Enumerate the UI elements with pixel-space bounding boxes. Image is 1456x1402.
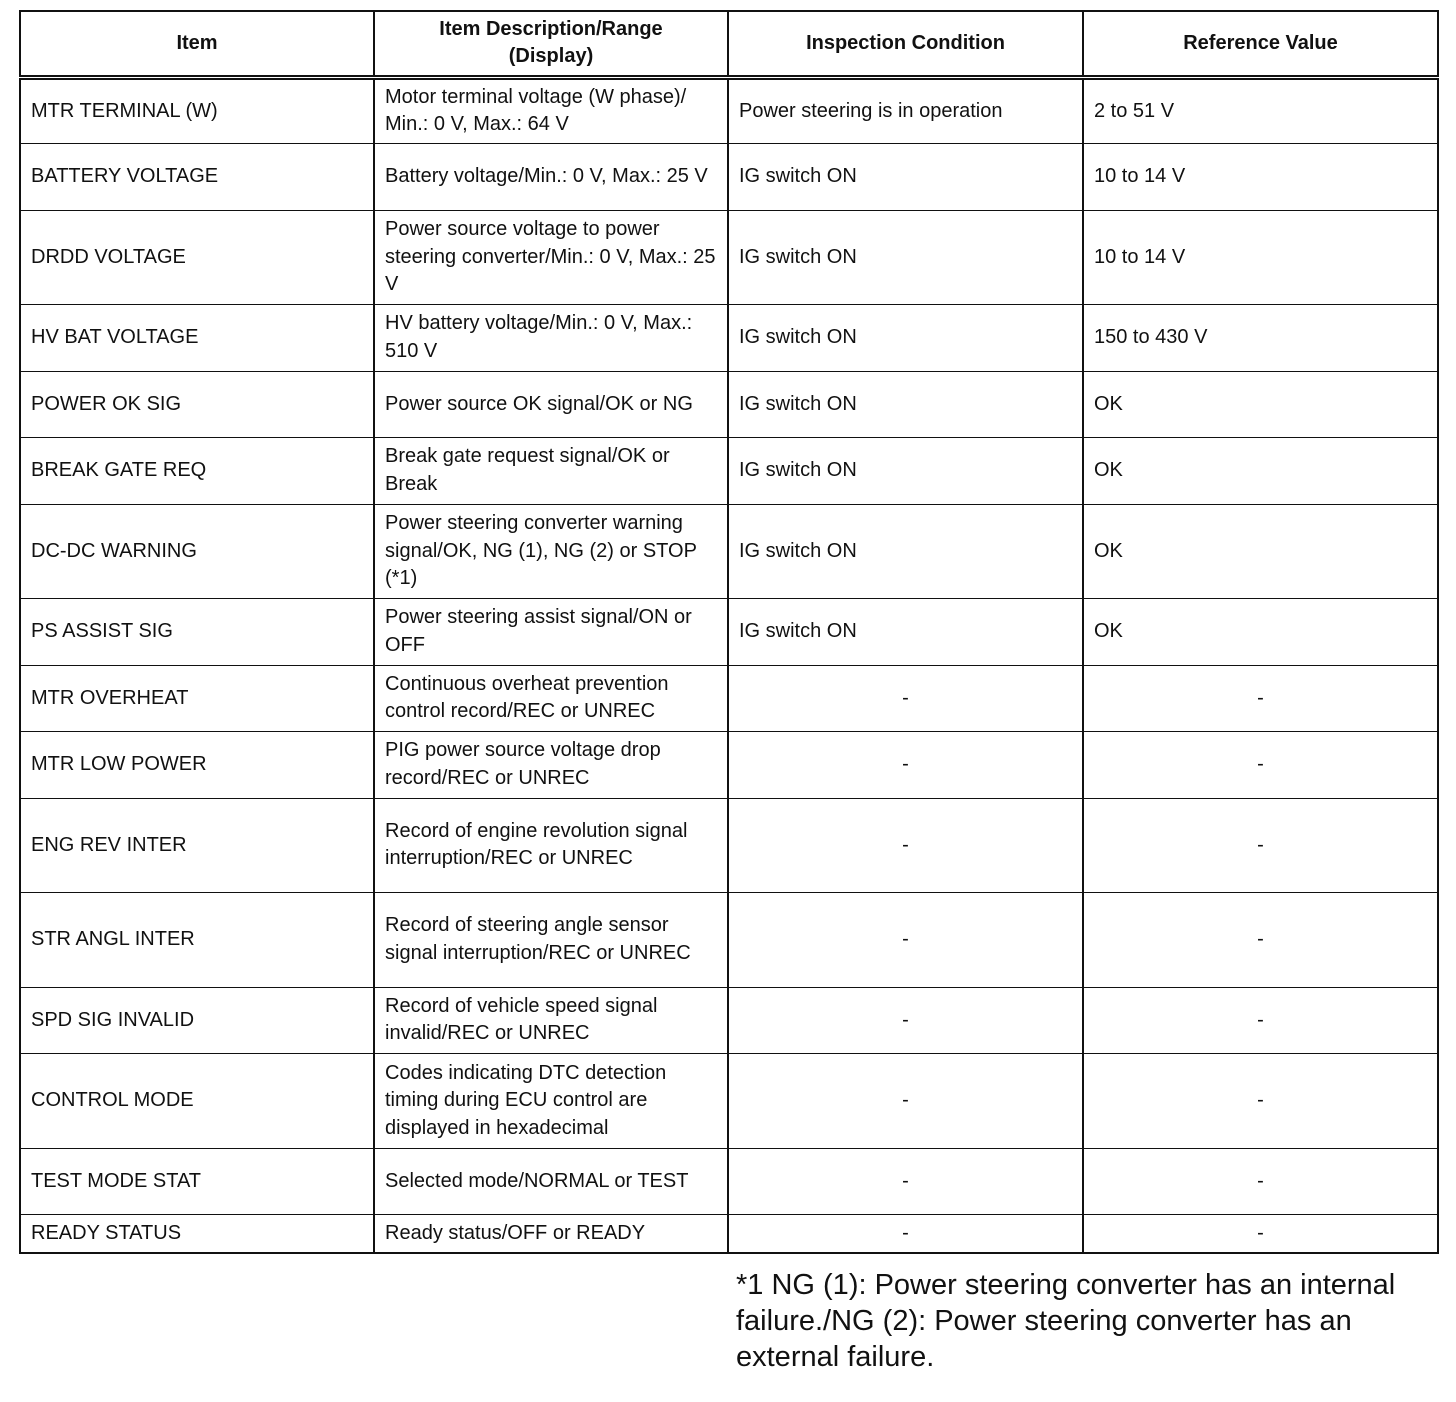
cell-item: STR ANGL INTER [20, 893, 374, 988]
table-row [20, 987, 1438, 1054]
table-row [20, 893, 1438, 988]
cell-item: BATTERY VOLTAGE [20, 144, 374, 211]
table-row [20, 1054, 1438, 1149]
cell-reference: - [1083, 1148, 1438, 1215]
cell-item: DC-DC WARNING [20, 504, 374, 599]
cell-item: CONTROL MODE [20, 1054, 374, 1149]
cell-description: Record of vehicle speed signal invalid/REC or UNREC [374, 987, 728, 1054]
cell-reference: OK [1083, 438, 1438, 505]
cell-condition: - [728, 1054, 1083, 1149]
cell-item: MTR LOW POWER [20, 732, 374, 799]
cell-item: MTR OVERHEAT [20, 665, 374, 732]
cell-description: Ready status/OFF or READY [374, 1215, 728, 1253]
cell-item: READY STATUS [20, 1215, 374, 1253]
cell-description: Record of engine revolution signal interruption/REC or UNREC [374, 798, 728, 893]
cell-reference: 10 to 14 V [1083, 144, 1438, 211]
table-row [20, 77, 1438, 144]
header-description [374, 11, 728, 77]
cell-condition: - [728, 1148, 1083, 1215]
cell-reference: - [1083, 665, 1438, 732]
cell-reference: 10 to 14 V [1083, 210, 1438, 305]
cell-item: MTR TERMINAL (W) [20, 77, 374, 144]
cell-description: PIG power source voltage drop record/REC or UNREC [374, 732, 728, 799]
cell-item: POWER OK SIG [20, 371, 374, 438]
cell-reference: - [1083, 732, 1438, 799]
cell-reference: OK [1083, 599, 1438, 666]
cell-description: Continuous overheat prevention control record/REC or UNREC [374, 665, 728, 732]
header-description-line2: (Display) [508, 45, 594, 68]
cell-item: SPD SIG INVALID [20, 987, 374, 1054]
cell-condition: IG switch ON [728, 305, 1083, 372]
cell-condition: - [728, 987, 1083, 1054]
cell-reference: 150 to 430 V [1083, 305, 1438, 372]
cell-condition: Power steering is in operation [728, 77, 1083, 144]
header-condition: Inspection Condition [728, 11, 1083, 77]
header-item: Item [20, 11, 374, 77]
cell-item: PS ASSIST SIG [20, 599, 374, 666]
cell-item: TEST MODE STAT [20, 1148, 374, 1215]
cell-description: Power source voltage to power steering converter/Min.: 0 V, Max.: 25 V [374, 210, 728, 305]
table-row [20, 732, 1438, 799]
cell-condition: - [728, 798, 1083, 893]
cell-description: Power source OK signal/OK or NG [374, 371, 728, 438]
cell-description: Selected mode/NORMAL or TEST [374, 1148, 728, 1215]
cell-item: DRDD VOLTAGE [20, 210, 374, 305]
cell-item: ENG REV INTER [20, 798, 374, 893]
table-header-row [20, 11, 1438, 77]
cell-item: BREAK GATE REQ [20, 438, 374, 505]
cell-description: HV battery voltage/Min.: 0 V, Max.: 510 V [374, 305, 728, 372]
cell-item: HV BAT VOLTAGE [20, 305, 374, 372]
cell-condition: - [728, 665, 1083, 732]
table-row [20, 305, 1438, 372]
cell-condition: - [728, 893, 1083, 988]
header-reference: Reference Value [1083, 11, 1438, 77]
cell-condition: IG switch ON [728, 144, 1083, 211]
cell-condition: IG switch ON [728, 599, 1083, 666]
cell-reference: - [1083, 1054, 1438, 1149]
data-list-table [19, 10, 1439, 1254]
header-description-line1: Item Description/Range [439, 17, 663, 40]
cell-reference: 2 to 51 V [1083, 77, 1438, 144]
cell-condition: IG switch ON [728, 210, 1083, 305]
table-row [20, 144, 1438, 211]
table-row [20, 1148, 1438, 1215]
table-row [20, 504, 1438, 599]
cell-reference: - [1083, 987, 1438, 1054]
cell-reference: OK [1083, 504, 1438, 599]
cell-reference: - [1083, 798, 1438, 893]
footnote: *1 NG (1): Power steering converter has an internal failure./NG (2): Power steering converter has an external failure. [736, 1269, 1396, 1373]
cell-condition: IG switch ON [728, 504, 1083, 599]
cell-condition: - [728, 1215, 1083, 1253]
table-row [20, 665, 1438, 732]
table-row [20, 1215, 1438, 1253]
cell-reference: OK [1083, 371, 1438, 438]
cell-reference: - [1083, 1215, 1438, 1253]
cell-description: Power steering converter warning signal/OK, NG (1), NG (2) or STOP (*1) [374, 504, 728, 599]
cell-reference: - [1083, 893, 1438, 988]
cell-description: Motor terminal voltage (W phase)/ Min.: 0 V, Max.: 64 V [374, 77, 728, 144]
cell-description: Break gate request signal/OK or Break [374, 438, 728, 505]
cell-condition: IG switch ON [728, 438, 1083, 505]
cell-description: Battery voltage/Min.: 0 V, Max.: 25 V [374, 144, 728, 211]
cell-description: Power steering assist signal/ON or OFF [374, 599, 728, 666]
table-row [20, 371, 1438, 438]
table-row [20, 438, 1438, 505]
table-row [20, 210, 1438, 305]
table-row [20, 599, 1438, 666]
cell-condition: IG switch ON [728, 371, 1083, 438]
cell-description: Record of steering angle sensor signal interruption/REC or UNREC [374, 893, 728, 988]
table-row [20, 798, 1438, 893]
cell-description: Codes indicating DTC detection timing during ECU control are displayed in hexadecimal [374, 1054, 728, 1149]
cell-condition: - [728, 732, 1083, 799]
